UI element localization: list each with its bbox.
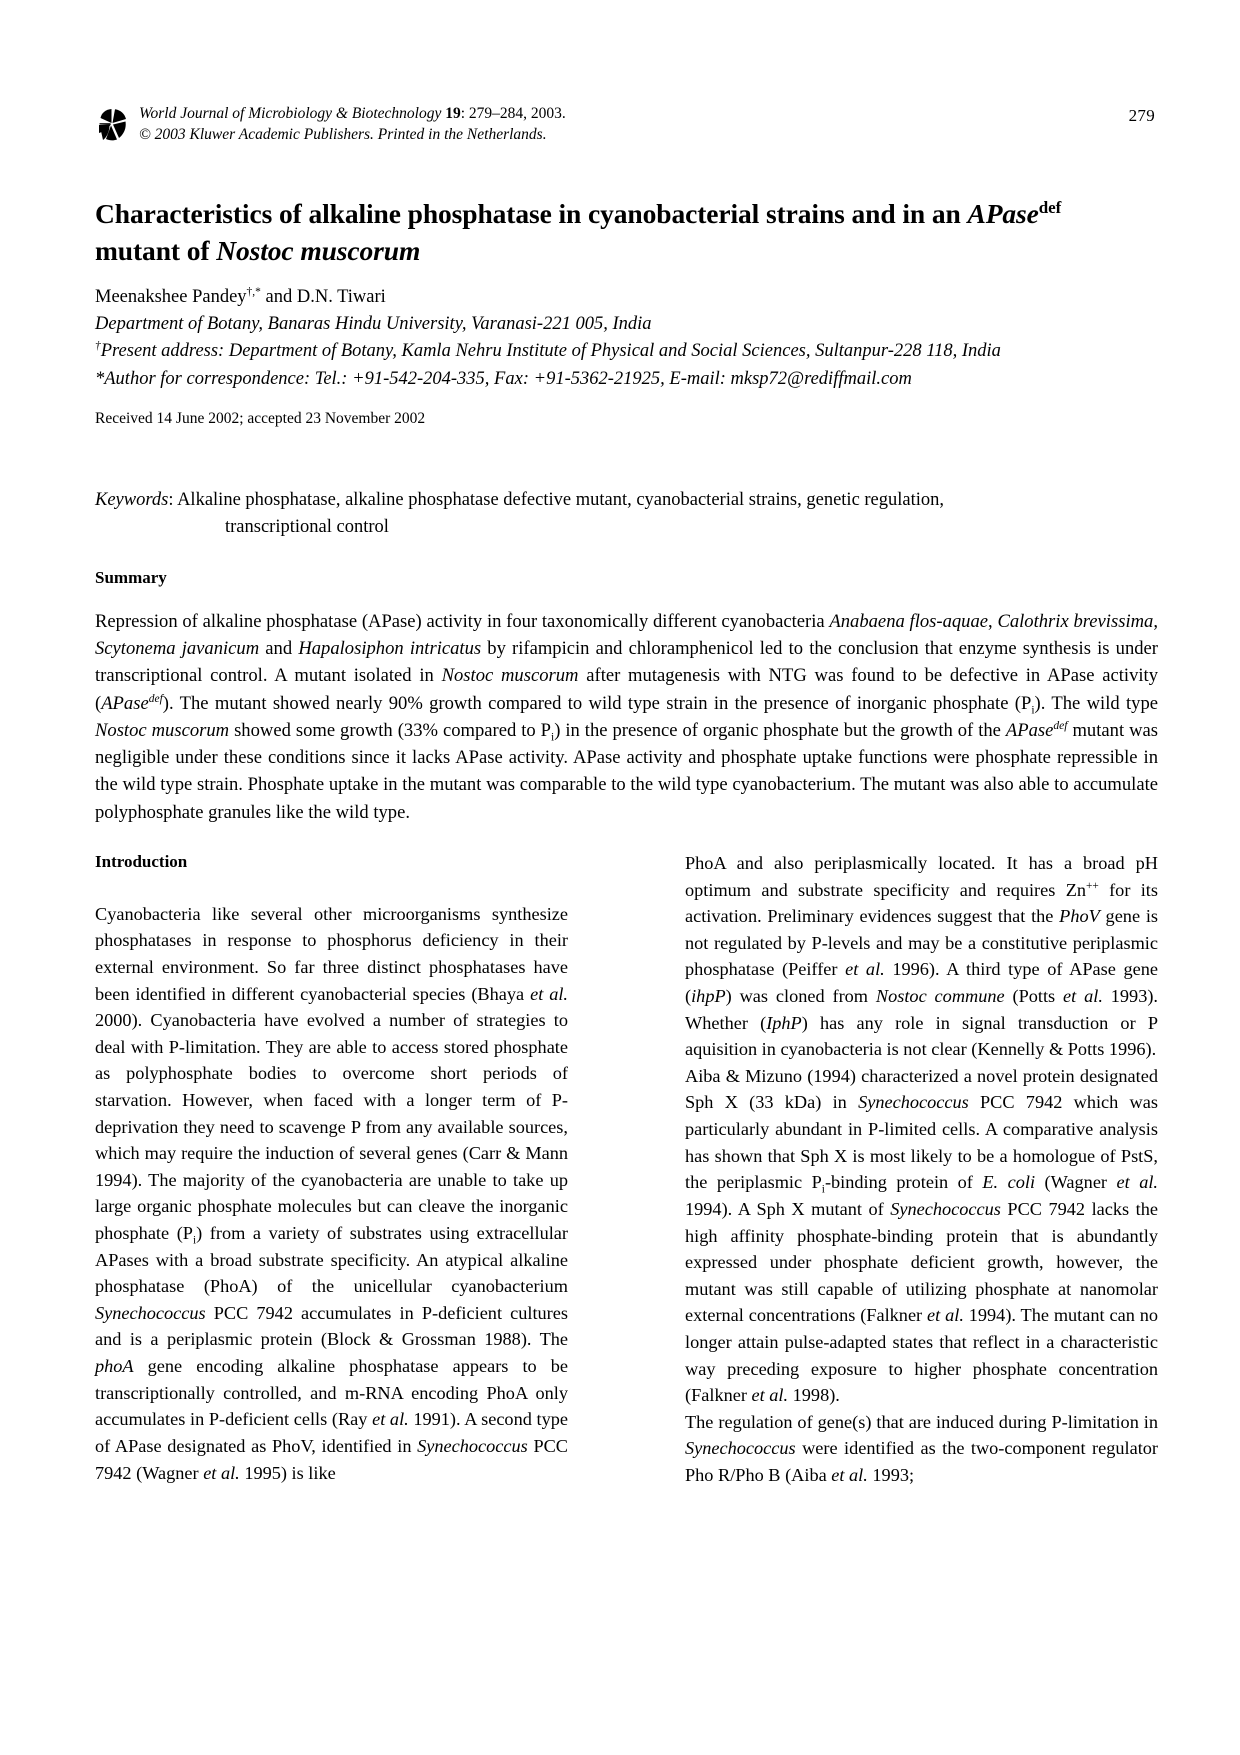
l-seg-5: gene encoding alkaline phosphatase appears to be transcriptionally controlled, and m-RNA encoding PhoA only accumulates in P-deficient cells (Ray — [95, 1356, 568, 1430]
author-name-secondary: and D.N. Tiwari — [260, 287, 386, 307]
r2-seg-2: PCC 7942 which was particularly abundant in P-limited cells. A comparative analysis has shown that Sph X is most likely to be a homologue of PstS, the periplasmic P — [685, 1092, 1158, 1193]
l-phoa-gene: phoA — [95, 1356, 134, 1377]
l-seg-3: ) from a variety of substrates using extracellular APases with a broad substrate specificity. An atypical alkaline phosphatase (PhoA) of the unicellular cyanobacterium — [95, 1223, 568, 1297]
summary-apase-2: APase — [1005, 719, 1054, 741]
keywords-line2: transcriptional control — [225, 517, 389, 538]
summary-species-5: Nostoc muscorum — [441, 665, 579, 687]
r2-seg-4: (Wagner — [1035, 1172, 1117, 1193]
summary-species-6: Nostoc muscorum — [95, 719, 230, 741]
title-italic-apase: APase — [967, 198, 1039, 230]
l-synecho-2: Synechococcus — [417, 1435, 528, 1456]
r-seg-4: 1996). A third type of APase gene ( — [685, 959, 1158, 1007]
summary-sub-i-1: i — [1031, 704, 1035, 717]
summary-sub-i-2: i — [551, 731, 555, 744]
r2-sub-i: i — [821, 1183, 825, 1196]
page-title — [95, 196, 1160, 269]
r2-synecho-1: Synechococcus — [858, 1092, 969, 1113]
summary-seg-5: by rifampicin and chloramphenicol led to the conclusion that enzyme synthesis is under transcriptional control. A mutant isolated in — [95, 638, 1158, 687]
intro-left-paragraph — [95, 901, 568, 1486]
l-sub-i-1: i — [192, 1234, 197, 1247]
present-address-text: Present address: Department of Botany, Kamla Nehru Institute of Physical and Social Sciences, Sultanpur-228 118, India — [100, 341, 1001, 362]
r3-etal: et al. — [831, 1465, 868, 1486]
r-ihpp-gene: ihpP — [691, 986, 726, 1007]
summary-seg-10: ) in the presence of organic phosphate but the growth of the — [554, 719, 1006, 741]
body-columns — [95, 850, 1158, 1490]
journal-name: World Journal of Microbiology & Biotechnology — [139, 105, 442, 122]
l-seg-8: 1995) is like — [239, 1462, 336, 1483]
summary-species-2: Calothrix brevissima — [997, 611, 1154, 632]
r2-seg-7: 1994). The mutant can no longer attain pulse-adapted states that reflect in a characteristic way preceding exposure to higher phosphate concentration (Falkner — [685, 1305, 1158, 1406]
page-number: 279 — [1128, 106, 1155, 125]
r3-seg-1: The regulation of gene(s) that are induced during P-limitation in — [685, 1411, 1158, 1432]
r-seg-5: ) was cloned from — [725, 986, 876, 1007]
summary-seg-8: ). The wild type — [1034, 692, 1158, 714]
copyright-line: © 2003 Kluwer Academic Publishers. Printed in the Netherlands. — [139, 125, 547, 143]
r2-seg-6: PCC 7942 lacks the high affinity phosphate-binding protein that is abundantly expressed under phosphate deficient growth, however, the mutant was still capable of utilizing phosphate at nanomolar external concentrations (Falkner — [685, 1198, 1158, 1326]
journal-citation-line — [139, 104, 1155, 125]
r-seg-6: (Potts — [1004, 986, 1064, 1007]
l-seg-6: 1991). A second type of APase designated as PhoV, identified in — [95, 1409, 568, 1456]
title-text-part1: Characteristics of alkaline phosphatase in cyanobacterial strains and in an — [95, 198, 968, 230]
summary-seg-9: showed some growth (33% compared to P — [229, 719, 551, 741]
author-footnote-markers: †,* — [246, 285, 261, 298]
r2-seg-3: -binding protein of — [824, 1172, 983, 1193]
journal-volume: 19 — [445, 105, 461, 122]
r3-seg-3: 1993; — [867, 1465, 915, 1486]
r2-etal-2: et al. — [927, 1305, 964, 1326]
summary-sup-def-2: def — [1053, 719, 1068, 732]
title-italic-nostoc: Nostoc muscorum — [216, 234, 421, 266]
dagger-marker: † — [95, 340, 101, 353]
summary-apase-1: APase — [101, 692, 149, 714]
keywords-block — [95, 487, 1160, 542]
r-seg-2: for its activation. Preliminary evidences suggest that the — [685, 879, 1158, 927]
present-address-line — [95, 338, 1155, 365]
l-etal-1: et al. — [530, 983, 568, 1004]
r2-synecho-2: Synechococcus — [890, 1198, 1001, 1219]
intro-right-paragraph-1 — [685, 850, 1158, 1063]
l-seg-7: PCC 7942 (Wagner — [95, 1435, 568, 1483]
summary-seg-2: , — [988, 611, 998, 632]
keywords-line1: : Alkaline phosphatase, alkaline phosphatase defective mutant, cyanobacterial strains, genetic regulation, — [168, 490, 945, 510]
received-accepted-line: Received 14 June 2002; accepted 23 November 2002 — [95, 410, 426, 427]
intro-right-paragraph-2 — [685, 1063, 1158, 1409]
l-etal-3: et al. — [203, 1462, 240, 1483]
r-nostoc-commune: Nostoc commune — [875, 986, 1005, 1007]
r3-seg-2: were identified as the two-component regulator Pho R/Pho B (Aiba — [685, 1438, 1158, 1486]
left-column — [95, 850, 568, 1490]
summary-seg-6: after mutagenesis with NTG was found to be defective in APase activity ( — [95, 665, 1158, 714]
title-text-part2: mutant of — [95, 234, 217, 266]
r2-seg-1: Aiba & Mizuno (1994) characterized a novel protein designated Sph X (33 kDa) in — [685, 1065, 1158, 1113]
l-seg-2: 2000). Cyanobacteria have evolved a number of strategies to deal with P-limitation. They are able to access stored phosphate as polyphosphate bodies to overcome short periods of starvation. However, when faced with a longer term of P-deprivation they need to scavenge P from any available sources, which may require the induction of several genes (Carr & Mann 1994). The majority of the cyanobacteria are unable to take up large organic phosphate molecules but can cleave the inorganic phosphate (P — [95, 1010, 568, 1244]
r2-ecoli: E. coli — [982, 1172, 1036, 1193]
right-column — [685, 850, 1158, 1490]
masthead — [95, 104, 1155, 145]
intro-right-paragraph-3 — [685, 1409, 1158, 1489]
keywords-label: Keywords — [95, 490, 169, 510]
r2-seg-8: 1998). — [788, 1385, 840, 1406]
r-iphp-gene: IphP — [766, 1012, 802, 1033]
summary-paragraph — [95, 608, 1158, 826]
r-seg-1: PhoA and also periplasmically located. It has a broad pH optimum and substrate specificity and requires Zn — [685, 853, 1158, 900]
r2-etal-3: et al. — [751, 1385, 789, 1406]
summary-seg-7: ). The mutant showed nearly 90% growth compared to wild type strain in the presence of inorganic phosphate (P — [162, 692, 1032, 714]
introduction-heading: Introduction — [95, 852, 188, 871]
r-phov-gene: PhoV — [1059, 906, 1100, 927]
l-etal-2: et al. — [372, 1409, 409, 1430]
summary-heading: Summary — [95, 568, 167, 587]
r-seg-8: ) has any role in signal transduction or P aquisition in cyanobacteria is not clear (Kennelly & Potts 1996). — [685, 1012, 1158, 1060]
summary-species-4: Hapalosiphon intricatus — [298, 638, 482, 660]
l-synecho-1: Synechococcus — [95, 1302, 206, 1323]
summary-seg-1: Repression of alkaline phosphatase (APase) activity in four taxonomically different cyanobacteria — [95, 611, 830, 632]
affiliation-line: Department of Botany, Banaras Hindu University, Varanasi-221 005, India — [95, 314, 652, 335]
r-etal-2: et al. — [1063, 986, 1103, 1007]
summary-seg-11: mutant was negligible under these conditions since it lacks APase activity. APase activity and phosphate uptake functions were phosphate repressible in the wild type strain. Phosphate uptake in the mutant was comparable to the wild type cyanobacterium. The mutant was also able to accumulate polyphosphate granules like the wild type. — [95, 719, 1158, 823]
r-etal-1: et al. — [845, 959, 885, 980]
author-byline — [95, 284, 1155, 311]
l-seg-4: PCC 7942 accumulates in P-deficient cultures and is a periplasmic protein (Block & Grossman 1988). The — [95, 1302, 568, 1350]
summary-species-3: Scytonema javanicum — [95, 638, 260, 660]
author-name-primary: Meenakshee Pandey — [95, 287, 247, 307]
r3-synecho: Synechococcus — [685, 1438, 796, 1459]
title-sup-def: def — [1038, 198, 1062, 218]
r-seg-7: 1993). Whether ( — [685, 986, 1158, 1033]
journal-pages: : 279–284, 2003. — [460, 105, 566, 122]
summary-species-1: Anabaena flos-aquae — [829, 611, 989, 632]
kluwer-pinwheel-logo-icon — [95, 106, 129, 142]
r2-etal-1: et al. — [1116, 1172, 1158, 1193]
summary-seg-4: and — [259, 638, 299, 660]
correspondence-line: *Author for correspondence: Tel.: +91-542-204-335, Fax: +91-5362-21925, E-mail: mksp72@rediffmail.com — [95, 368, 912, 389]
authors-block — [95, 284, 1155, 393]
r-seg-3: gene is not regulated by P-levels and may be a constitutive periplasmic phosphatase (Peiffer — [685, 906, 1159, 980]
l-seg-1: Cyanobacteria like several other microorganisms synthesize phosphatases in response to phosphorus deficiency in their external environment. So far three distinct phosphatases have been identified in different cyanobacterial species (Bhaya — [95, 903, 568, 1004]
summary-seg-3: , — [1153, 611, 1158, 632]
summary-sup-def-1: def — [148, 692, 163, 705]
r-sup-zn: ++ — [1086, 879, 1099, 892]
r2-seg-5: 1994). A Sph X mutant of — [685, 1198, 891, 1219]
masthead-text — [139, 104, 1155, 145]
